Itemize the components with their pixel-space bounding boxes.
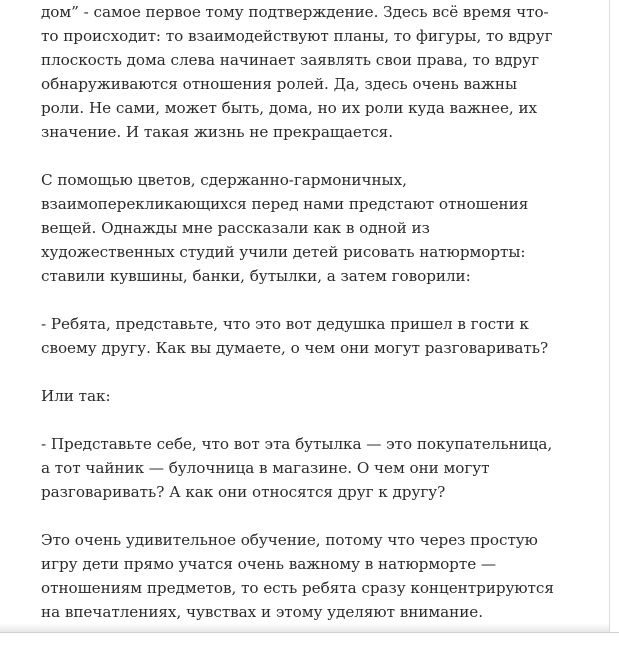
paragraph-grandfather-quote: - Ребята, представьте, что это вот дедушка пришел в гости к своему другу. Как вы думаете, о чем они могут разговаривать?: [41, 315, 549, 357]
page-right-edge: [609, 0, 610, 633]
paragraph-house-roles: дом” - самое первое тому подтверждение. Здесь всё время что-то происходит: то взаимодействуют планы, то фигуры, то вдруг плоскость дома слева начинает заявлять свои права, то вдруг обнаруживаются отношения ролей. Да, здесь очень важны роли. Не сами, может быть, дома, но их роли куда важнее, их значение. И такая жизнь не прекращается.: [41, 3, 553, 141]
paragraph-colors-relations: С помощью цветов, сдержанно-гармоничных, взаимоперекликающихся перед нами предстают отношения вещей. Однажды мне рассказали как в одной из художественных студий учили детей рисовать натюрморты: ставили кувшины, банки, бутылки, а затем говорили:: [41, 171, 529, 285]
paragraph-or-so: Или так:: [41, 387, 111, 405]
paragraph-bottle-quote: - Представьте себе, что вот эта бутылка — это покупательница, а тот чайник — булочница в магазине. О чем они могут разговаривать? А как они относятся друг к другу?: [41, 435, 553, 501]
article-body: [41, 0, 561, 648]
paragraph-learning: Это очень удивительное обучение, потому что через простую игру дети прямо учатся очень важному в натюрморте — отношениям предметов, то есть ребята сразу концентрируются на впечатлениях, чувствах и этому уделяют внимание.: [41, 531, 554, 621]
